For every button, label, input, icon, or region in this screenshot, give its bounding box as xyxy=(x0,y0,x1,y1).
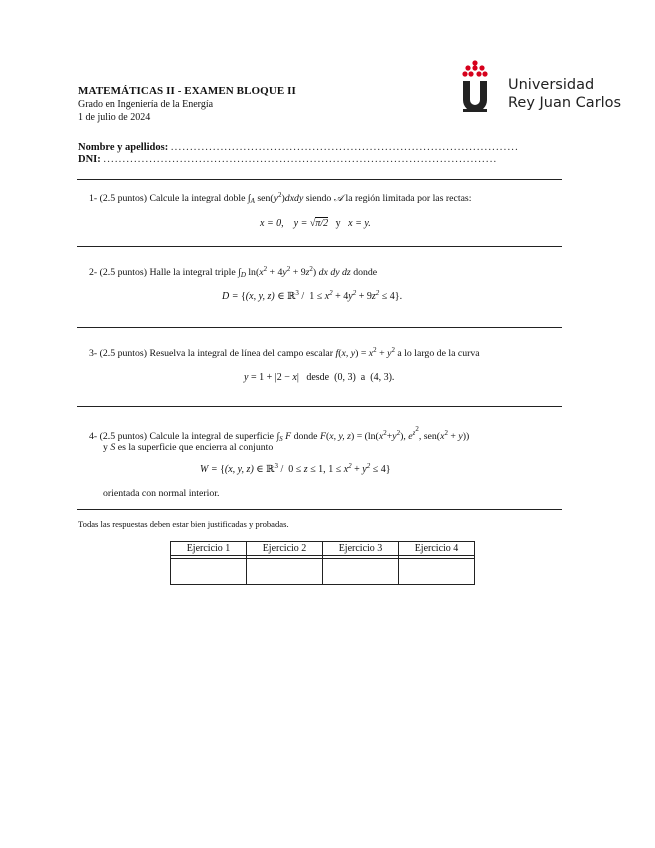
formula-word: a xyxy=(360,372,366,383)
dni-label: DNI: xyxy=(78,154,101,165)
formula-4: W = {(x, y, z) ∈ ℝ$^3$ / 0 ≤ z ≤ 1, $1 \le x^2 + y^2 \le 4$} xyxy=(200,462,391,475)
grade-table xyxy=(170,541,475,585)
name-field[interactable] xyxy=(78,142,519,153)
exercise-text: siendo xyxy=(305,193,332,204)
dni-field[interactable] xyxy=(78,154,497,165)
exam-date: 1 de julio de 2024 xyxy=(78,112,151,123)
grade-cell[interactable] xyxy=(247,559,323,585)
grade-cell[interactable] xyxy=(399,559,475,585)
exercise-text: Halle la integral triple xyxy=(149,267,236,278)
exercise-text: la región limitada por las rectas: xyxy=(345,193,472,204)
integral-expression: $\int_A$ $sen(y^2)dxdy$ xyxy=(247,191,304,205)
vector-field-expression: F(x, y, $z) = (\ln(x^2+y^2)$, $e^{z^2}$, $sen(x^2 + y)$) xyxy=(319,425,470,442)
exercise-4-closing: orientada con normal interior. xyxy=(103,488,220,499)
grade-header: Ejercicio 3 xyxy=(323,542,399,556)
surface-symbol: S xyxy=(110,442,116,453)
exercise-number: 1- xyxy=(89,193,98,204)
university-logo xyxy=(460,58,630,118)
divider xyxy=(77,327,562,328)
formula-3: y = 1 + |2 − x| desde (0, 3) a (4, 3). xyxy=(244,372,395,383)
exercise-points: (2.5 puntos) xyxy=(99,348,147,359)
divider xyxy=(77,246,562,247)
exercise-2 xyxy=(89,267,377,278)
exercise-text: donde xyxy=(353,267,378,278)
crown-icon xyxy=(460,58,500,118)
logo-line-university: Universidad xyxy=(508,77,595,93)
grade-header: Ejercicio 1 xyxy=(171,542,247,556)
exercise-text: a lo largo de la curva xyxy=(397,348,480,359)
instructions-note: Todas las respuestas deben estar bien justificadas y probadas. xyxy=(78,519,289,529)
formula-conj: y xyxy=(335,218,341,229)
name-label: Nombre y apellidos: xyxy=(78,142,169,153)
exercise-text: Calcule la integral de superficie xyxy=(149,431,275,442)
exercise-3 xyxy=(89,348,480,359)
degree-name: Grado en Ingeniería de la Energía xyxy=(78,99,214,110)
divider xyxy=(77,179,562,180)
scalar-field-expression: f(x, $y) = x^2 + y^2$ xyxy=(335,346,395,359)
exercise-text: donde xyxy=(293,431,318,442)
exercise-4 xyxy=(89,425,470,443)
grade-header: Ejercicio 4 xyxy=(399,542,475,556)
exercise-text: Resuelva la integral de línea del campo escalar xyxy=(149,348,334,359)
name-dots: ........................................................................................... xyxy=(170,142,519,153)
exercise-1 xyxy=(89,193,471,204)
formula-2: D = {(x, y, z) ∈ ℝ$^3$ / $1 \le x^2 + 4y^2 + 9z^2 \le 4$}. xyxy=(222,289,403,302)
exam-title: MATEMÁTICAS II - EXAMEN BLOQUE II xyxy=(78,85,296,97)
exercise-points: (2.5 puntos) xyxy=(99,267,147,278)
exercise-number: 2- xyxy=(89,267,98,278)
exercise-text: Calcule la integral doble xyxy=(149,193,246,204)
divider xyxy=(77,406,562,407)
logo-line-name: Rey Juan Carlos xyxy=(508,95,622,111)
exercise-text: y xyxy=(103,442,108,453)
formula-1: x = 0, y = √π/2 y x = y. xyxy=(260,218,371,229)
dni-dots: ....................................................................................................... xyxy=(103,154,498,165)
exercise-number: 4- xyxy=(89,431,98,442)
grade-header: Ejercicio 2 xyxy=(247,542,323,556)
formula-word: desde xyxy=(306,372,330,383)
grade-cell[interactable] xyxy=(323,559,399,585)
exercise-4-line2 xyxy=(103,442,273,453)
integral-expression: $\int_D$ $\ln(x^2 + 4y^2 + 9z^2)$ dx dy dz xyxy=(238,265,351,279)
exercise-text: es la superficie que encierra al conjunto xyxy=(117,442,274,453)
integral-expression: $\int_S$ F xyxy=(276,431,292,443)
grade-cell[interactable] xyxy=(171,559,247,585)
divider xyxy=(77,509,562,510)
exercise-number: 3- xyxy=(89,348,98,359)
region-symbol: 𝒜 xyxy=(333,193,344,204)
exercise-points: (2.5 puntos) xyxy=(99,193,147,204)
exercise-points: (2.5 puntos) xyxy=(99,431,147,442)
